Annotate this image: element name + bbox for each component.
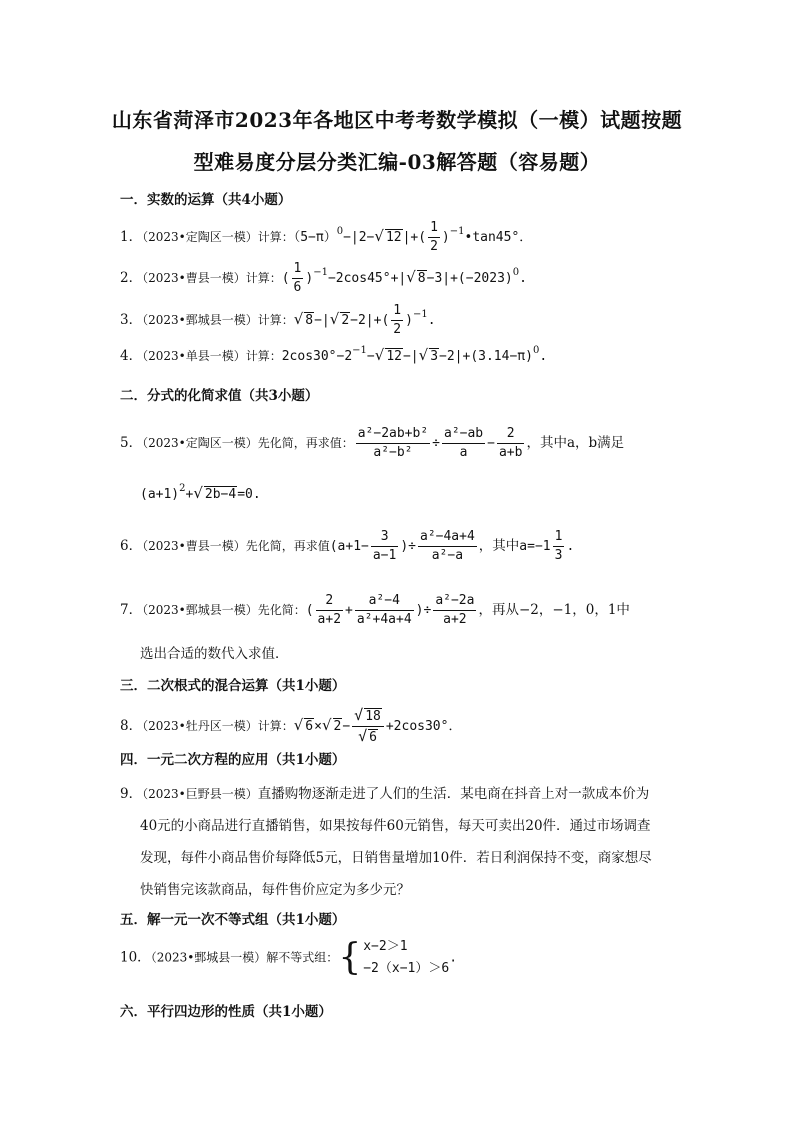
question-number: 4．	[120, 348, 143, 364]
fraction	[391, 302, 403, 339]
exponent: −1	[449, 226, 465, 237]
question-9-line-2: 40元的小商品进行直播销售，如果按每件60元销售，每天可卖出20件．通过市场调查	[140, 818, 651, 834]
question-5	[120, 425, 624, 462]
question-number: 5．	[120, 435, 143, 451]
question-4	[120, 343, 547, 369]
question-source: （2023•曹县一模）计算：	[142, 271, 282, 285]
denominator: a²−b²	[373, 445, 413, 460]
exponent: −1	[313, 267, 328, 278]
denominator: a+2	[443, 612, 467, 627]
expr: )÷	[415, 603, 432, 618]
denominator: a+2	[317, 612, 342, 627]
fraction	[371, 528, 398, 565]
sqrt-icon: √	[293, 310, 304, 328]
question-5-continuation	[140, 481, 261, 507]
numerator: 1	[391, 302, 403, 321]
expr: (	[305, 603, 314, 618]
expr: (a+1−	[329, 539, 369, 554]
plus-sign: +	[345, 603, 353, 618]
numerator	[352, 706, 384, 727]
radicand: 2	[341, 313, 350, 328]
section-heading-4: 四．一元二次方程的应用（共1小题）	[120, 752, 346, 768]
expr: )	[405, 313, 413, 328]
expr: （5−π）	[293, 230, 337, 245]
denominator: a²+4a+4	[356, 612, 412, 627]
inequality-2: −2（x−1）＞6	[363, 961, 450, 976]
expr: .	[539, 349, 548, 364]
question-8	[120, 706, 461, 747]
radicand: 18	[365, 709, 381, 724]
exponent: 0	[336, 226, 344, 237]
times-sign: ×	[314, 719, 322, 734]
section-heading-3: 三．二次根式的混合运算（共1小题）	[120, 678, 346, 694]
question-number: 2．	[120, 270, 143, 286]
sqrt-icon: √	[321, 716, 332, 734]
radicand: 2	[333, 719, 342, 734]
minus-sign: −	[487, 436, 495, 451]
exponent: 0	[512, 267, 520, 278]
exponent: −1	[352, 345, 367, 356]
sqrt-icon: √	[354, 706, 364, 724]
expr: −	[366, 349, 375, 364]
numerator: 3	[371, 528, 398, 547]
question-9	[120, 778, 649, 810]
title-line-2: 型难易度分层分类汇编-03解答题（容易题）	[193, 150, 601, 174]
numerator: 2	[316, 592, 343, 611]
radicand: 6	[369, 730, 377, 745]
radicand: 8	[305, 313, 314, 328]
radicand: 12	[386, 349, 402, 364]
expr: +2cos30°．	[385, 719, 462, 734]
numerator: a²−4	[355, 592, 414, 611]
fraction	[355, 592, 414, 629]
numerator: 1	[553, 528, 565, 547]
numerator: a²−4a+4	[418, 528, 477, 547]
numerator: a²−2ab+b²	[356, 425, 430, 444]
expr: |+(	[402, 230, 427, 245]
question-source: （2023•曹县一模）先化简，再求值	[142, 539, 330, 553]
sqrt-icon: √	[418, 346, 429, 364]
expr: −2|+(3.14−π)	[439, 349, 533, 364]
inequality-system	[363, 936, 449, 980]
expr: 2cos30°−2	[281, 349, 353, 364]
expr: +	[185, 487, 194, 502]
question-source: （2023•牡丹区一模）计算：	[142, 719, 294, 733]
numerator: a²−ab	[442, 425, 485, 444]
expr: −|	[314, 313, 330, 328]
sqrt-icon: √	[374, 227, 384, 245]
left-brace-icon: {	[338, 937, 362, 978]
section-heading-5: 五．解一元一次不等式组（共1小题）	[120, 912, 346, 928]
denominator: 6	[293, 280, 302, 295]
fraction	[316, 592, 343, 629]
inequality-1: x−2＞1	[363, 939, 408, 954]
expr: .	[519, 271, 527, 286]
fraction	[497, 425, 524, 462]
question-2	[120, 260, 527, 297]
denominator: a−1	[372, 548, 397, 563]
question-source: （2023•鄄城县一模）计算：	[142, 313, 294, 327]
radicand: 12	[385, 230, 402, 245]
question-source: （2023•鄄城县一模）解不等式组：	[150, 950, 339, 965]
question-number: 10．	[120, 949, 151, 966]
question-number: 1．	[120, 229, 143, 245]
question-number: 8．	[120, 718, 143, 734]
expr: −3|+(−2023)	[426, 271, 513, 286]
section-heading-6: 六．平行四边形的性质（共1小题）	[120, 1004, 332, 1020]
numerator: 1	[292, 260, 304, 279]
denominator: 3	[554, 548, 563, 563]
question-number: 6．	[120, 538, 143, 554]
expr: )	[305, 271, 314, 286]
expr: •tan45°．	[464, 230, 533, 245]
expr: −|2−	[343, 230, 375, 245]
fraction	[418, 528, 477, 565]
denominator: 2	[430, 239, 438, 254]
question-1	[120, 219, 532, 256]
numerator: a²−2a	[433, 592, 476, 611]
question-7-continuation: 选出合适的数代入求值．	[140, 646, 289, 662]
question-9-line-4: 快销售完该款商品，每件售价应定为多少元？	[140, 882, 410, 898]
question-text: ，其中	[478, 538, 520, 554]
section-heading-2: 二．分式的化简求值（共3小题）	[120, 388, 319, 404]
question-source: （2023•鄄城县一模）先化简：	[142, 603, 306, 617]
question-source: （2023•巨野县一模）	[142, 787, 258, 801]
radicand: 8	[417, 271, 426, 286]
expr: (	[281, 271, 290, 286]
exponent: 2	[179, 483, 186, 494]
denominator: a	[459, 445, 468, 460]
expr: −2cos45°+|	[327, 271, 407, 286]
fraction	[553, 528, 565, 565]
sqrt-icon: √	[193, 484, 203, 502]
radicand: 2b−4	[204, 487, 237, 502]
numerator: 2	[497, 425, 524, 444]
question-text: ，再从−2，−1，0，1中	[478, 602, 630, 618]
denominator: a²−a	[431, 548, 464, 563]
sqrt-icon: √	[358, 727, 368, 745]
radicand: 3	[430, 349, 439, 364]
question-text: 直播购物逐渐走进了人们的生活．某电商在抖音上对一款成本价为	[257, 786, 650, 802]
fraction	[428, 219, 440, 256]
question-10	[120, 936, 457, 980]
denominator: a+b	[498, 445, 523, 460]
minus-sign: −	[342, 719, 351, 734]
question-6	[120, 528, 574, 565]
fraction	[433, 592, 476, 629]
fraction	[352, 706, 384, 747]
expr: )	[441, 230, 450, 245]
fraction	[442, 425, 485, 462]
numerator: 1	[428, 219, 440, 238]
question-7	[120, 592, 630, 629]
section-heading-1: 一．实数的运算（共4小题）	[120, 192, 292, 208]
expr: .	[449, 950, 458, 966]
exponent: −1	[412, 309, 428, 320]
fraction	[356, 425, 430, 462]
question-source: （2023•单县一模）计算：	[142, 349, 282, 363]
exponent: 0	[532, 345, 540, 356]
expr: (a+1)	[140, 487, 180, 502]
radicand: 6	[305, 719, 314, 734]
question-source: （2023•定陶区一模）先化简，再求值：	[142, 436, 354, 450]
expr: =0.	[237, 487, 261, 502]
question-number: 7．	[120, 602, 143, 618]
denominator	[352, 727, 384, 747]
sqrt-icon: √	[293, 716, 304, 734]
question-number: 9．	[120, 786, 143, 802]
divide-sign: ÷	[432, 436, 440, 451]
sqrt-icon: √	[329, 310, 340, 328]
sqrt-icon: √	[374, 346, 385, 364]
expr: a=−1	[519, 539, 551, 554]
question-3	[120, 302, 436, 339]
question-number: 3．	[120, 312, 143, 328]
expr: −2|+(	[350, 313, 390, 328]
title-line-1: 山东省菏泽市2023年各地区中考考数学模拟（一模）试题按题	[111, 108, 683, 132]
expr: )÷	[400, 539, 416, 554]
denominator: 2	[393, 322, 402, 337]
question-9-line-3: 发现，每件小商品售价每降低5元，日销售量增加10件．若日利润保持不变，商家想尽	[140, 850, 652, 866]
expr: .	[427, 313, 436, 328]
expr: .	[566, 539, 575, 554]
sqrt-icon: √	[406, 268, 416, 286]
fraction	[292, 260, 304, 297]
expr: −|	[402, 349, 419, 364]
question-text: ，其中a，b满足	[526, 435, 625, 451]
question-source: （2023•定陶区一模）计算：	[142, 230, 294, 244]
